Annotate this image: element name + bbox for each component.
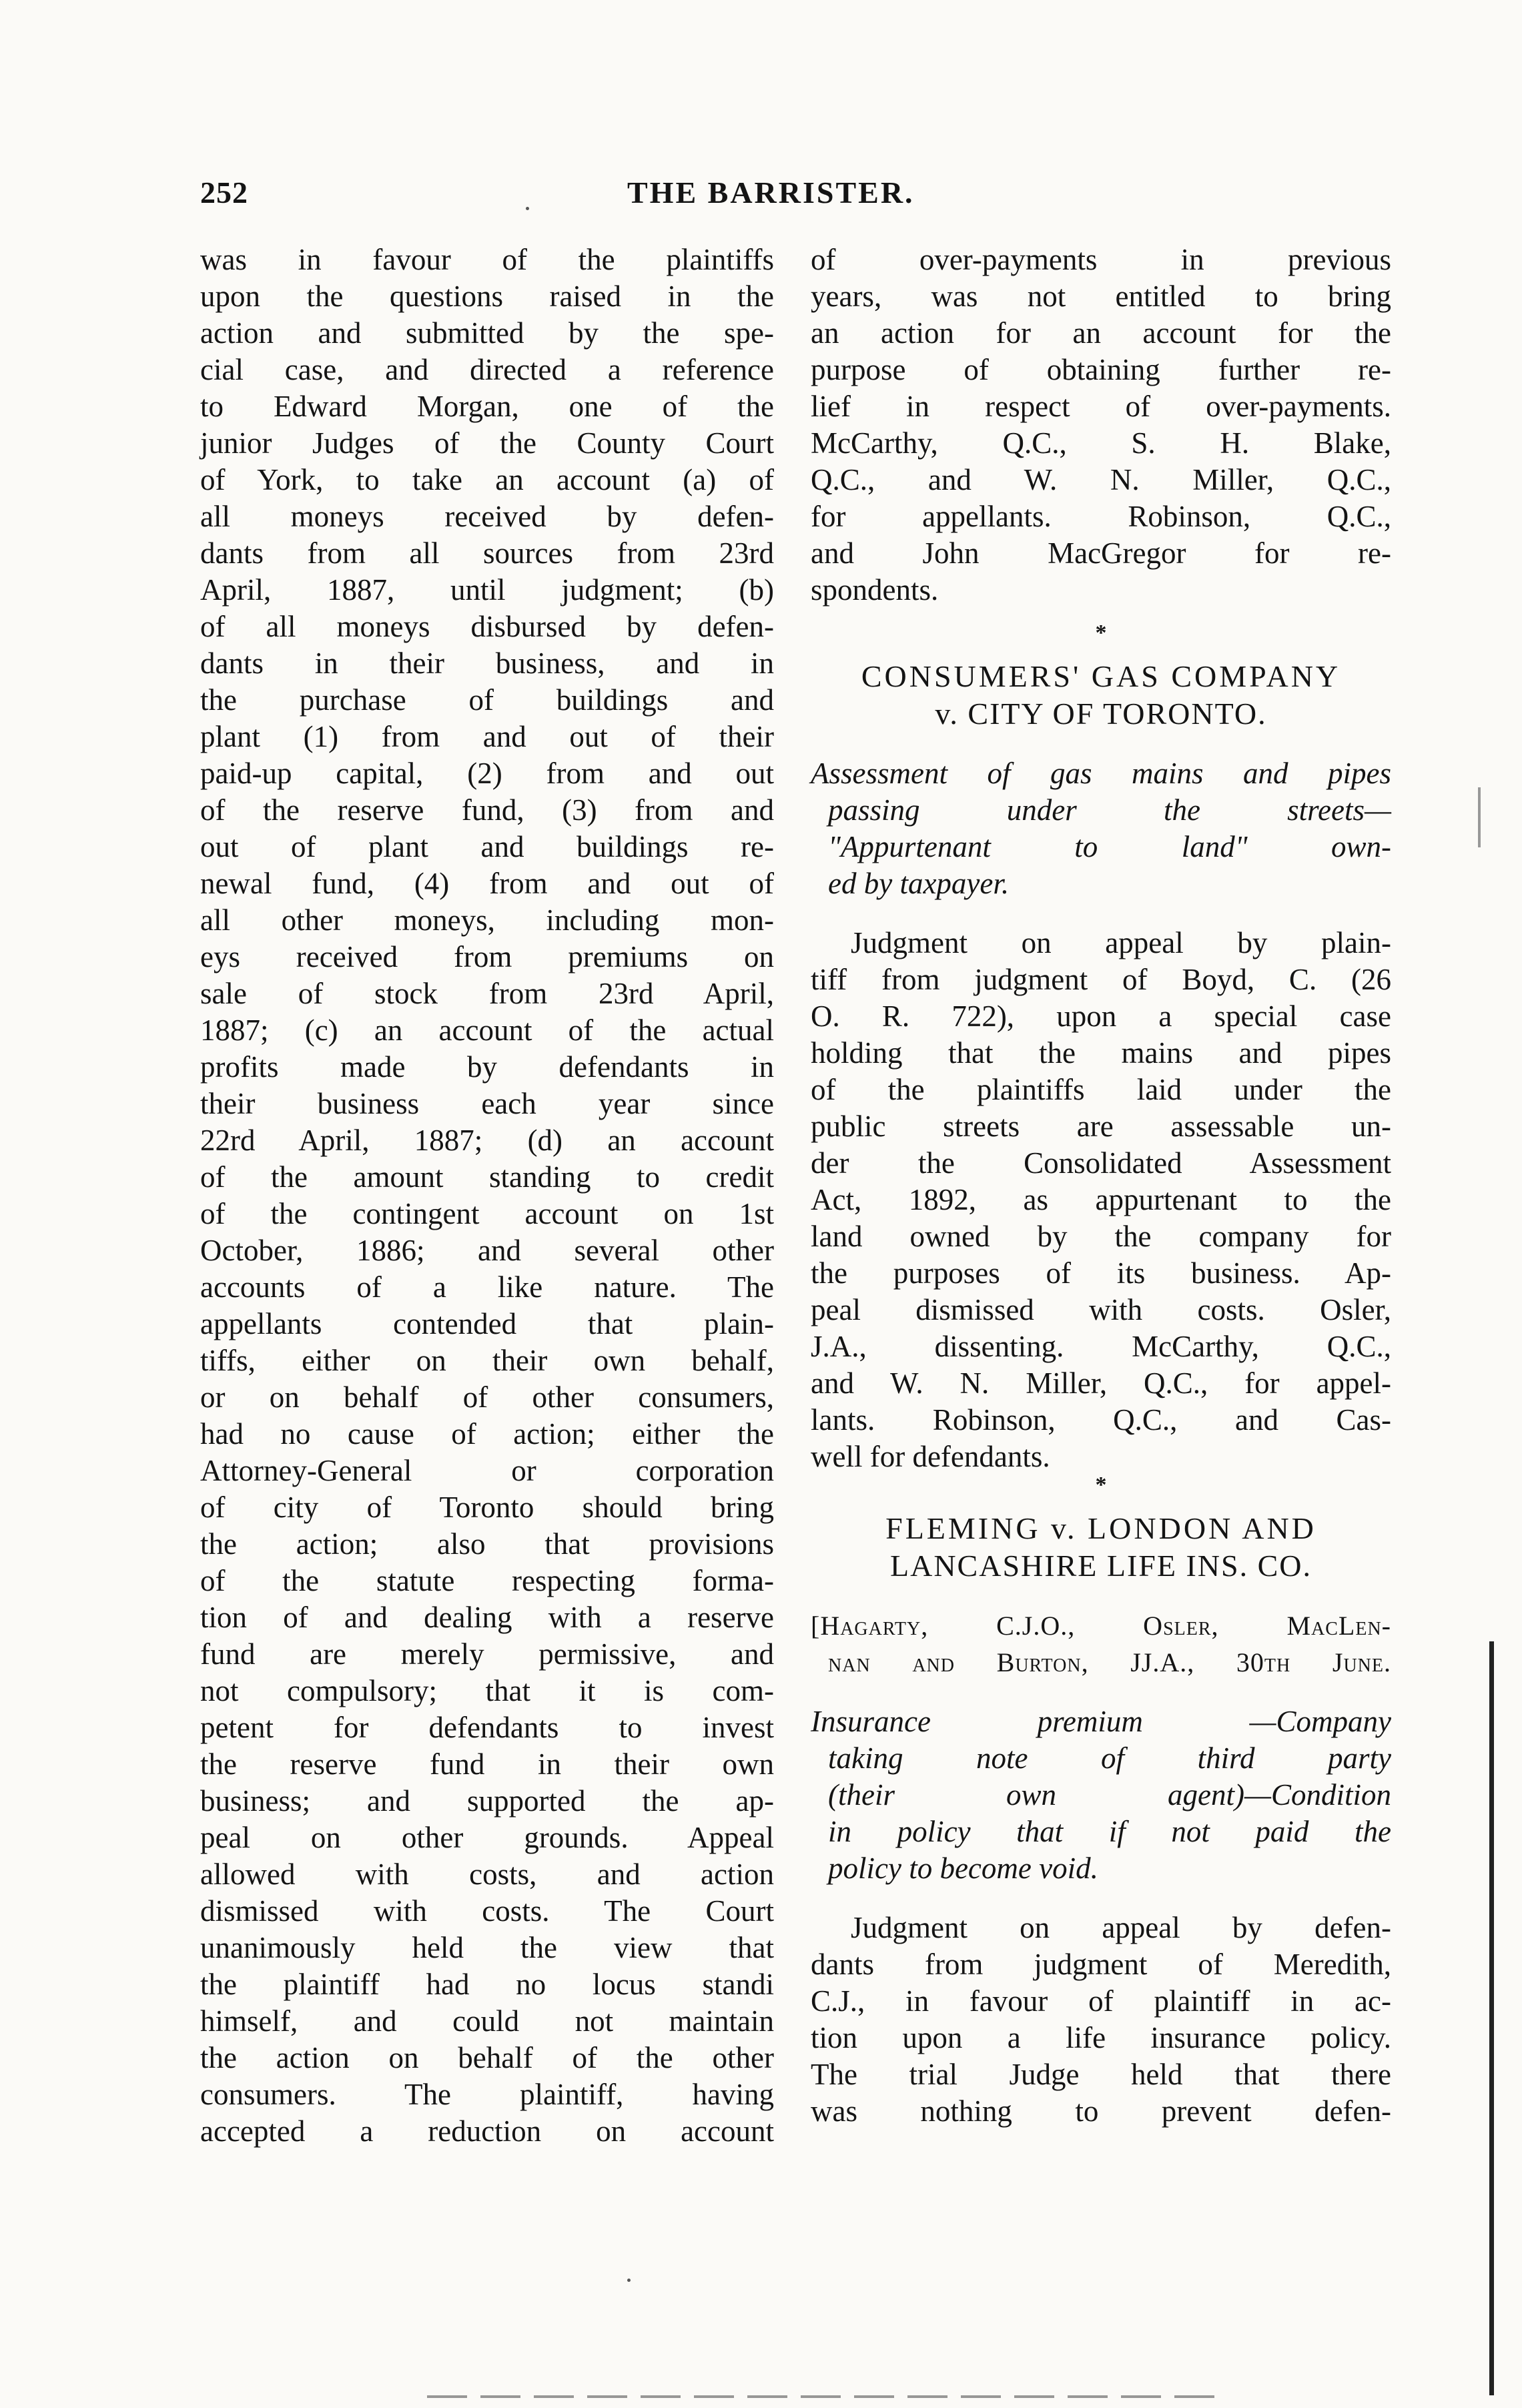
text-line: and John MacGregor for re- [811,536,1391,570]
text-line: paid-up capital, (2) from and out [200,757,774,790]
text-line: Assessment of gas mains and pipes [811,757,1391,790]
text-line: the action on behalf of the other [200,2041,774,2074]
text-line: of the statute respecting forma- [200,1564,774,1597]
text-line: was in favour of the plaintiffs [200,243,774,276]
text-line: the action; also that provisions [200,1527,774,1561]
text-line: business; and supported the ap- [200,1784,774,1818]
running-title: THE BARRISTER. [627,175,915,210]
text-line: dants from all sources from 23rd [200,536,774,570]
text-line: himself, and could not maintain [200,2004,774,2038]
text-line: passing under the streets— [828,793,1391,827]
text-line: in policy that if not paid the [828,1815,1391,1848]
text-line: had no cause of action; either the [200,1417,774,1451]
text-line: all other moneys, including mon- [200,903,774,937]
text-line: 22rd April, 1887; (d) an account [200,1124,774,1157]
case-title: v. CITY OF TORONTO. [935,697,1267,731]
text-line: April, 1887, until judgment; (b) [200,573,774,607]
text-line: eys received from premiums on [200,940,774,973]
page-number: 252 [200,175,248,210]
text-line: out of plant and buildings re- [200,830,774,863]
text-line: unanimously held the view that [200,1931,774,1964]
text-line: all moneys received by defen- [200,500,774,533]
text-line: their business each year since [200,1087,774,1120]
text-line: public streets are assessable un- [811,1110,1391,1143]
text-line: the reserve fund in their own [200,1747,774,1781]
section-separator: * [1095,1473,1107,1497]
text-line: years, was not entitled to bring [811,280,1391,313]
text-line: nan and Burton, JJ.A., 30th June. [828,1647,1391,1677]
binding-edge-rule [1489,1641,1494,2395]
text-line: petent for defendants to invest [200,1711,774,1744]
text-line: October, 1886; and several other [200,1234,774,1267]
text-line: consumers. The plaintiff, having [200,2078,774,2111]
text-line: The trial Judge held that there [811,2058,1391,2091]
scan-bottom-marks [427,2395,1214,2398]
text-line: taking note of third party [828,1741,1391,1775]
text-line: land owned by the company for [811,1220,1391,1253]
text-line: accepted a reduction on account [200,2114,774,2148]
text-line: sale of stock from 23rd April, [200,977,774,1010]
text-line: C.J., in favour of plaintiff in ac- [811,1984,1391,2018]
text-line: of the contingent account on 1st [200,1197,774,1230]
text-line: lants. Robinson, Q.C., and Cas- [811,1403,1391,1437]
case-body [811,925,1391,1475]
text-line: tiffs, either on their own behalf, [200,1344,774,1377]
text-line: Insurance premium —Company [811,1705,1391,1738]
text-line: policy to become void. [828,1852,1098,1885]
left-column [200,242,774,2150]
right-column [811,242,1391,2130]
case-body [811,1910,1391,2130]
text-line: O. R. 722), upon a special case [811,999,1391,1033]
text-line: dants from judgment of Meredith, [811,1948,1391,1981]
text-line: Attorney-General or corporation [200,1454,774,1487]
text-line: the purposes of its business. Ap- [811,1256,1391,1290]
text-line: the purchase of buildings and [200,683,774,717]
text-line: junior Judges of the County Court [200,426,774,460]
text-line: Judgment on appeal by plain- [851,926,1391,959]
text-line: fund are merely permissive, and [200,1637,774,1671]
text-line: for appellants. Robinson, Q.C., [811,500,1391,533]
scan-speck [627,2279,631,2282]
text-line: of York, to take an account (a) of [200,463,774,496]
text-line: dants in their business, and in [200,647,774,680]
text-line: plant (1) from and out of their [200,720,774,753]
text-line: Q.C., and W. N. Miller, Q.C., [811,463,1391,496]
text-line: [Hagarty, C.J.O., Osler, MacLen- [811,1611,1391,1641]
text-line: der the Consolidated Assessment [811,1146,1391,1180]
text-line: of the reserve fund, (3) from and [200,793,774,827]
text-line: purpose of obtaining further re- [811,353,1391,386]
text-line: McCarthy, Q.C., S. H. Blake, [811,426,1391,460]
text-line: appellants contended that plain- [200,1307,774,1340]
text-line: ed by taxpayer. [828,867,1010,900]
text-line: to Edward Morgan, one of the [200,390,774,423]
continued-paragraph [811,242,1391,609]
case-consumers-gas [811,658,1391,1475]
section-separator: * [1095,621,1107,645]
text-line: (their own agent)—Condition [828,1778,1391,1812]
case-title: LANCASHIRE LIFE INS. CO. [890,1549,1312,1583]
text-line: Judgment on appeal by defen- [851,1911,1391,1944]
text-line: allowed with costs, and action [200,1858,774,1891]
headnote [811,755,1391,902]
text-line: lief in respect of over-payments. [811,390,1391,423]
case-fleming [811,1510,1391,2130]
headnote [811,1703,1391,1887]
text-line: tiff from judgment of Boyd, C. (26 [811,963,1391,996]
text-line: spondents. [811,573,939,607]
text-line: well for defendants. [811,1440,1050,1473]
text-line: newal fund, (4) from and out of [200,867,774,900]
text-line: action and submitted by the spe- [200,316,774,350]
text-line: or on behalf of other consumers, [200,1380,774,1414]
text-line: of over-payments in previous [811,243,1391,276]
coram [811,1607,1391,1681]
text-line: and W. N. Miller, Q.C., for appel- [811,1366,1391,1400]
text-line: of city of Toronto should bring [200,1491,774,1524]
text-line: tion upon a life insurance policy. [811,2021,1391,2054]
text-line: the plaintiff had no locus standi [200,1968,774,2001]
text-line: an action for an account for the [811,316,1391,350]
text-line: Act, 1892, as appurtenant to the [811,1183,1391,1216]
page-header [200,175,1381,228]
text-line: profits made by defendants in [200,1050,774,1084]
text-line: tion of and dealing with a reserve [200,1601,774,1634]
text-line: of the plaintiffs laid under the [811,1073,1391,1106]
text-line: "Appurtenant to land" own- [828,830,1391,863]
text-line: upon the questions raised in the [200,280,774,313]
text-line: accounts of a like nature. The [200,1270,774,1304]
text-line: of all moneys disbursed by defen- [200,610,774,643]
scan-speck [526,207,529,210]
text-line: peal dismissed with costs. Osler, [811,1293,1391,1326]
text-line: 1887; (c) an account of the actual [200,1014,774,1047]
text-line: of the amount standing to credit [200,1160,774,1194]
text-line: J.A., dissenting. McCarthy, Q.C., [811,1330,1391,1363]
text-line: cial case, and directed a reference [200,353,774,386]
case-title: FLEMING v. LONDON AND [885,1511,1316,1545]
text-line: dismissed with costs. The Court [200,1894,774,1928]
text-line: not compulsory; that it is com- [200,1674,774,1707]
case-title: CONSUMERS' GAS COMPANY [861,659,1341,693]
text-line: peal on other grounds. Appeal [200,1821,774,1854]
text-line: was nothing to prevent defen- [811,2094,1391,2128]
scan-edge-mark [1478,787,1481,847]
text-line: holding that the mains and pipes [811,1036,1391,1070]
